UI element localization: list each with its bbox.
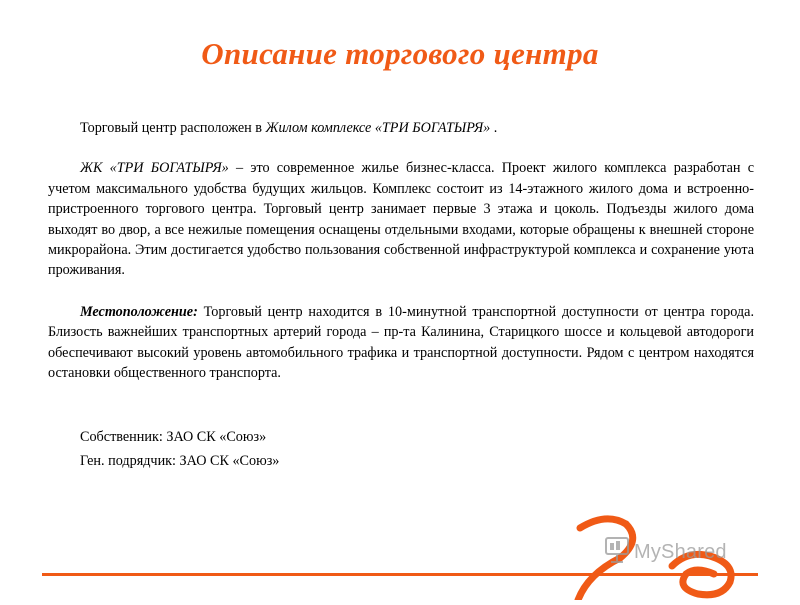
page-title: Описание торгового центра bbox=[201, 36, 599, 71]
intro-text-end: . bbox=[490, 120, 498, 136]
complex-name: ЖК «ТРИ БОГАТЫРЯ» bbox=[80, 160, 229, 177]
location-text: Торговый центр находится в 10-минутной транспортной доступности от центра города. Близость важнейших транспортных артерий города – пр-та Калинина, Старицкого шоссе и кольцевой автодороги обеспечивают высокий уровень автомобильного трафика и транспортной доступности. Рядом с центром находятся остановки общественного транспорта. bbox=[48, 303, 754, 382]
intro-paragraph bbox=[48, 118, 754, 138]
presentation-icon bbox=[604, 536, 630, 569]
owner-line: Собственник: ЗАО СК «Союз» bbox=[80, 429, 267, 446]
complex-description-text: – это современное жилье бизнес-класса. Проект жилого комплекса разработан с учетом максимального удобства будущих жильцов. Комплекс состоит из 14-этажного жилого дома и встроенно-пристроенного торгового центра. Торговый центр занимает первые 3 этажа и цоколь. Подъезды жилого дома выходят во двор, а все нежилые помещения оснащены отдельными входами, которые обращены к внешней стороне микрорайона. Этим достигается удобство пользования собственной инфраструктурой комплекса и сохранение уюта проживания. bbox=[48, 160, 755, 279]
intro-complex-name: Жилом комплексе «ТРИ БОГАТЫРЯ» bbox=[265, 120, 491, 136]
location-label: Местоположение: bbox=[80, 303, 198, 320]
watermark-text: MyShared bbox=[634, 540, 727, 563]
slide-content bbox=[48, 118, 754, 472]
intro-text: Торговый центр расположен в bbox=[80, 120, 266, 136]
watermark bbox=[604, 537, 727, 567]
complex-description-paragraph bbox=[48, 158, 754, 280]
contractor-line: Ген. подрядчик: ЗАО СК «Союз» bbox=[80, 453, 280, 470]
location-paragraph bbox=[48, 302, 754, 384]
footer-divider bbox=[42, 573, 758, 576]
